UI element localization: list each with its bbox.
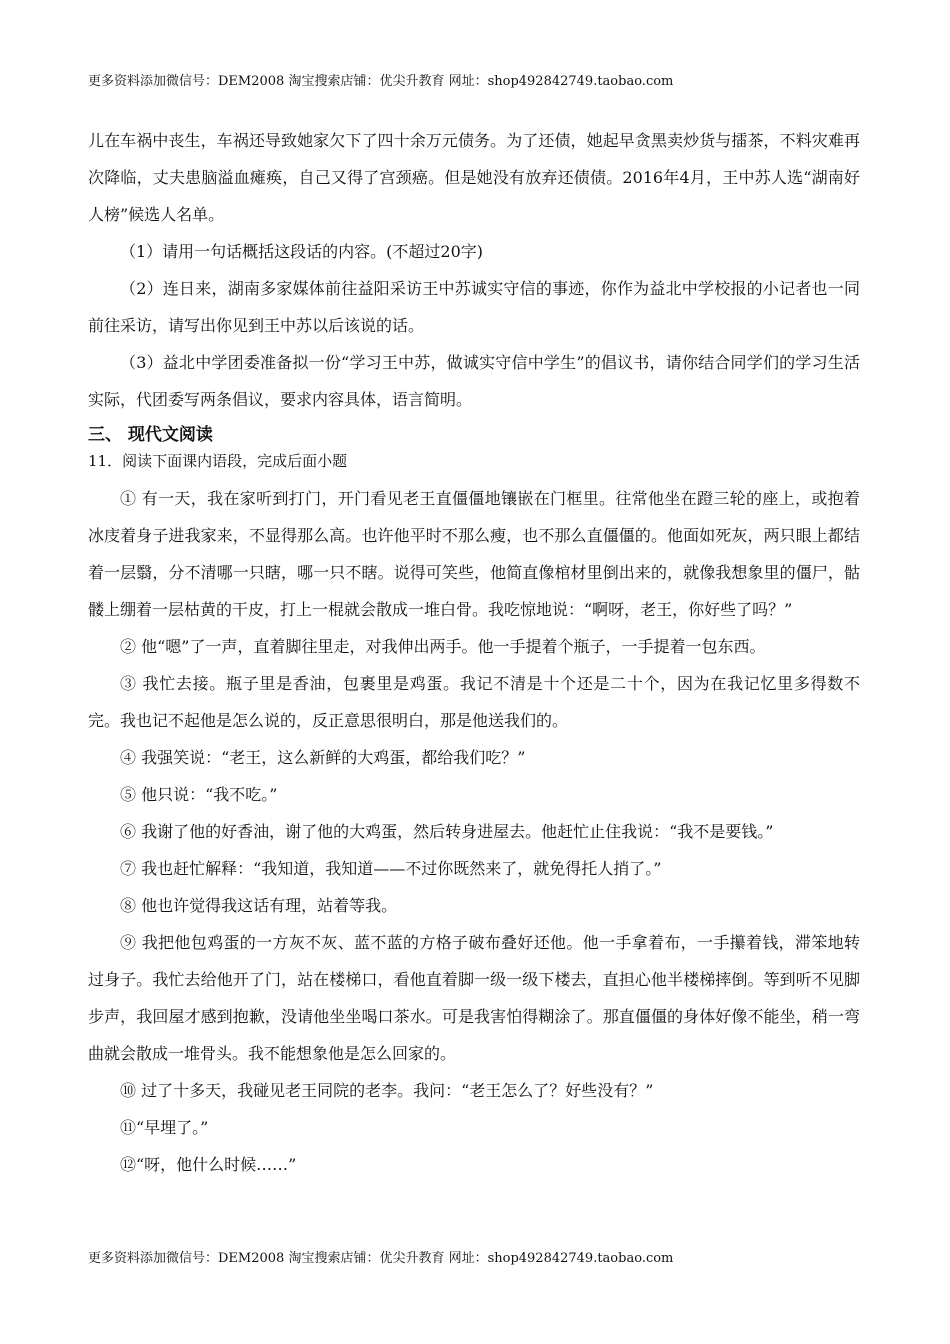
document-body [88, 122, 860, 1183]
page-header: 更多资料添加微信号：DEM2008 淘宝搜索店铺：优尖升教育 网址：shop492842749.taobao.com [88, 74, 674, 89]
passage-paragraph: ⑥ 我谢了他的好香油，谢了他的大鸡蛋，然后转身进屋去。他赶忙止住我说：“我不是要钱。” [120, 822, 774, 841]
passage-paragraph: ② 他“嗯”了一声，直着脚往里走，对我伸出两手。他一手提着个瓶子，一手提着一包东西。 [120, 637, 766, 656]
intro-paragraph: 儿在车祸中丧生，车祸还导致她家欠下了四十余万元债务。为了还债，她起早贪黑卖炒货与擂茶，不料灾难再次降临，丈夫患脑溢血瘫痪，自己又得了宫颈癌。但是她没有放弃还债债。2016年4月，王中苏人选“湖南好人榜”候选人名单。 [88, 131, 860, 224]
page-footer: 更多资料添加微信号：DEM2008 淘宝搜索店铺：优尖升教育 网址：shop492842749.taobao.com [88, 1251, 674, 1266]
passage [88, 480, 860, 1183]
question-11-prompt: 11．阅读下面课内语段，完成后面小题 [88, 452, 348, 470]
passage-paragraph: ④ 我强笑说：“老王，这么新鲜的大鸡蛋，都给我们吃？” [120, 748, 526, 767]
question-1: （1）请用一句话概括这段话的内容。(不超过20字) [120, 242, 484, 261]
passage-paragraph: ⑨ 我把他包鸡蛋的一方灰不灰、蓝不蓝的方格子破布叠好还他。他一手拿着布，一手攥着钱，滞笨地转过身子。我忙去给他开了门，站在楼梯口，看他直着脚一级一级下楼去，直担心他半楼梯摔倒。等到听不见脚步声，我回屋才感到抱歉，没请他坐坐喝口茶水。可是我害怕得糊涂了。那直僵僵的身体好像不能坐，稍一弯曲就会散成一堆骨头。我不能想象他是怎么回家的。 [88, 933, 860, 1063]
passage-paragraph: ③ 我忙去接。瓶子里是香油，包裹里是鸡蛋。我记不清是十个还是二十个，因为在我记忆里多得数不完。我也记不起他是怎么说的，反正意思很明白，那是他送我们的。 [88, 674, 860, 730]
section-title: 三、 现代文阅读 [88, 425, 213, 445]
passage-paragraph: ⑧ 他也许觉得我这话有理，站着等我。 [120, 896, 398, 915]
passage-paragraph: ⑤ 他只说：“我不吃。” [120, 785, 278, 804]
passage-paragraph: ⑪“早埋了。” [120, 1118, 209, 1137]
question-3: （3）益北中学团委准备拟一份“学习王中苏，做诚实守信中学生”的倡议书，请你结合同学们的学习生活实际，代团委写两条倡议，要求内容具体，语言简明。 [88, 353, 860, 409]
passage-paragraph: ⑦ 我也赶忙解释：“我知道，我知道——不过你既然来了，就免得托人捎了。” [120, 859, 662, 878]
passage-paragraph: ⑩ 过了十多天，我碰见老王同院的老李。我问：“老王怎么了？好些没有？” [120, 1081, 654, 1100]
passage-paragraph: ⑫“呀，他什么时候……” [120, 1155, 297, 1174]
passage-paragraph: ① 有一天，我在家听到打门，开门看见老王直僵僵地镶嵌在门框里。往常他坐在蹬三轮的座上，或抱着冰庋着身子进我家来，不显得那么高。也许他平时不那么瘦，也不那么直僵僵的。他面如死灰，两只眼上都结着一层翳，分不清哪一只瞎，哪一只不瞎。说得可笑些，他简直像棺材里倒出来的，就像我想象里的僵尸，骷髅上绷着一层枯黄的干皮，打上一棍就会散成一堆白骨。我吃惊地说：“啊呀，老王，你好些了吗？” [88, 489, 860, 619]
question-2: （2）连日来，湖南多家媒体前往益阳采访王中苏诚实守信的事迹，你作为益北中学校报的小记者也一同前往采访，请写出你见到王中苏以后该说的话。 [88, 279, 860, 335]
